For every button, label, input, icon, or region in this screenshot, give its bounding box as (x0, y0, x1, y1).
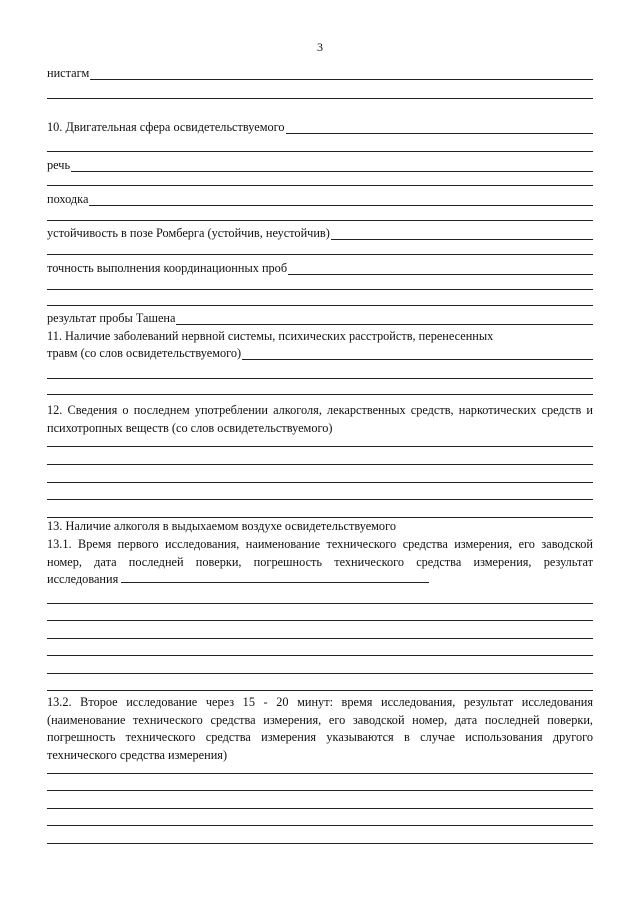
motor-sphere-row (47, 120, 593, 134)
blank-line[interactable] (47, 289, 593, 290)
tashen-entry-line[interactable] (176, 313, 593, 325)
blank-line[interactable] (47, 620, 593, 621)
item-12-paragraph (47, 402, 593, 437)
blank-line[interactable] (47, 655, 593, 656)
blank-line[interactable] (47, 254, 593, 255)
romberg-label: устойчивость в позе Ромберга (устойчив, неустойчив) (47, 226, 330, 240)
nystagmus-entry-line[interactable] (90, 68, 593, 80)
item-13-2-paragraph (47, 694, 593, 764)
blank-line[interactable] (47, 790, 593, 791)
blank-line[interactable] (47, 638, 593, 639)
blank-line[interactable] (47, 690, 593, 691)
blank-line[interactable] (47, 773, 593, 774)
blank-line[interactable] (47, 517, 593, 518)
blank-line[interactable] (47, 464, 593, 465)
coordination-row (47, 261, 593, 275)
item-11-entry-line[interactable] (242, 348, 593, 360)
item-13-row (47, 519, 593, 533)
tashen-label: результат пробы Ташена (47, 311, 176, 325)
item-11-text: 11. Наличие заболеваний нервной системы, психических расстройств, перенесенных (47, 329, 494, 343)
item-13-1-paragraph (47, 536, 593, 589)
item-13-text: 13. Наличие алкоголя в выдыхаемом воздухе освидетельствуемого (47, 519, 396, 533)
nystagmus-label: нистагм (47, 66, 90, 80)
item-11-text-cont: травм (со слов освидетельствуемого) (47, 346, 242, 360)
nystagmus-row (47, 66, 593, 80)
blank-line[interactable] (47, 305, 593, 306)
item-12-text: 12. Сведения о последнем употреблении алкоголя, лекарственных средств, наркотических средств и психотропных веществ (со слов освидетельствуемого) (47, 403, 593, 435)
blank-line[interactable] (47, 98, 593, 99)
romberg-row (47, 226, 593, 240)
motor-sphere-label: 10. Двигательная сфера освидетельствуемого (47, 120, 285, 134)
blank-line[interactable] (47, 446, 593, 447)
item-13-1-text: 13.1. Время первого исследования, наименование технического средства измерения, его заводской номер, дата последней поверки, погрешность технического средства измерения, результат исследования (47, 537, 593, 587)
item-11-line2 (47, 346, 593, 360)
blank-line[interactable] (47, 151, 593, 152)
page-number: 3 (317, 40, 323, 54)
blank-line[interactable] (47, 499, 593, 500)
speech-row (47, 158, 593, 172)
coordination-entry-line[interactable] (288, 263, 593, 275)
blank-line[interactable] (47, 394, 593, 395)
coordination-label: точность выполнения координационных проб (47, 261, 288, 275)
blank-line[interactable] (47, 482, 593, 483)
blank-line[interactable] (47, 673, 593, 674)
blank-line[interactable] (47, 603, 593, 604)
blank-line[interactable] (47, 843, 593, 844)
gait-row (47, 192, 593, 206)
motor-sphere-entry-line[interactable] (286, 122, 593, 134)
tashen-row (47, 311, 593, 325)
gait-label: походка (47, 192, 89, 206)
blank-line[interactable] (47, 825, 593, 826)
blank-line[interactable] (47, 378, 593, 379)
blank-line[interactable] (47, 185, 593, 186)
item-13-2-text: 13.2. Второе исследование через 15 - 20 минут: время исследования, результат исследования (наименование технического средства измерения, его заводской номер, дата последней поверки, погрешность технического средства измерения указываются в случае использования другого технического средства измерения) (47, 695, 593, 762)
speech-label: речь (47, 158, 71, 172)
romberg-entry-line[interactable] (331, 228, 593, 240)
item-11-line1 (47, 329, 593, 343)
blank-line[interactable] (47, 220, 593, 221)
speech-entry-line[interactable] (71, 160, 593, 172)
item-13-1-entry-line[interactable] (121, 571, 429, 583)
gait-entry-line[interactable] (89, 194, 593, 206)
blank-line[interactable] (47, 808, 593, 809)
